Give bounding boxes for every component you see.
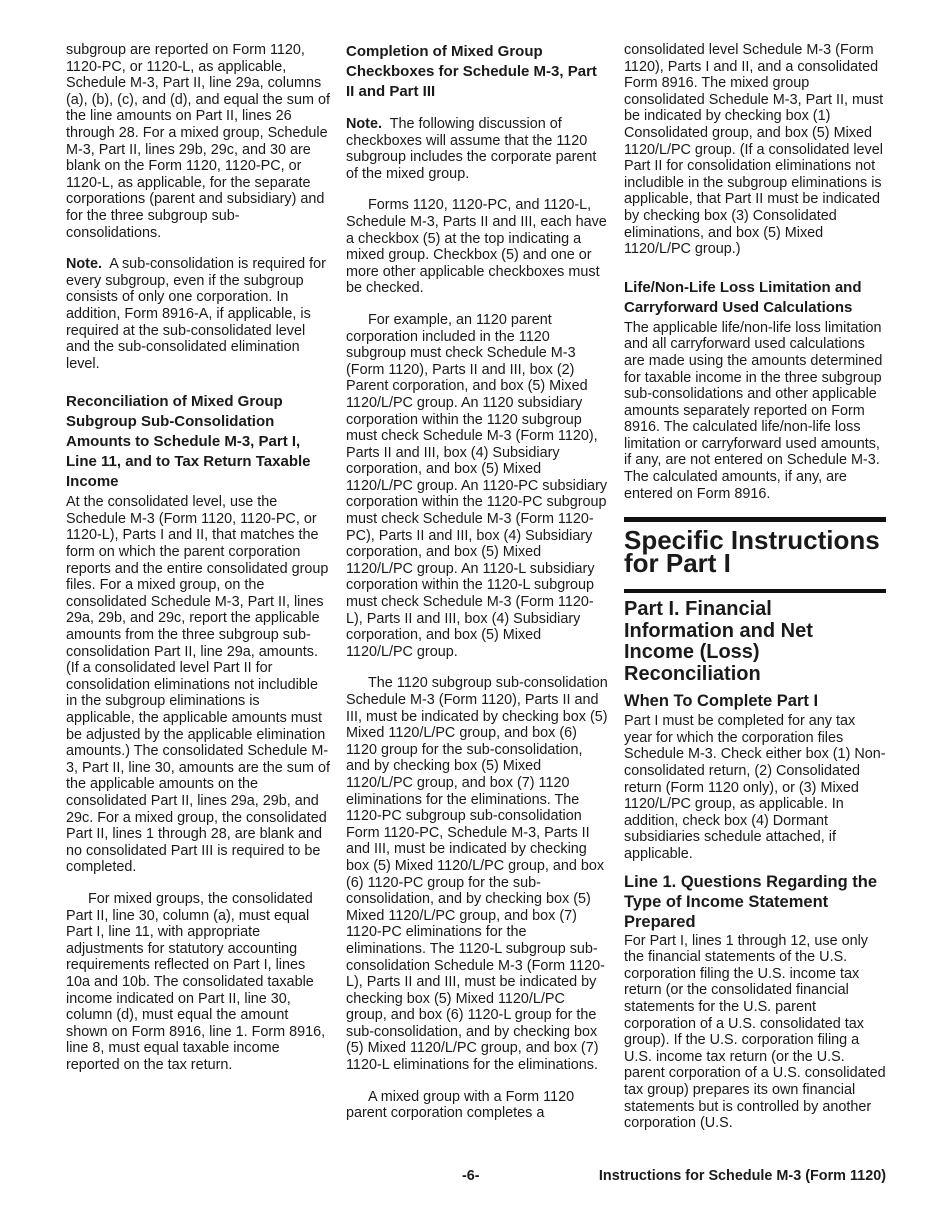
column-middle: [346, 42, 608, 1137]
footer-title: Instructions for Schedule M-3 (Form 1120): [598, 1168, 886, 1184]
paragraph: Part I must be completed for any tax year for which the corporation files Schedule M-3. Check either box (1) Non-consolidated return, (2) Consolidated return (Form 1120 only), or (3) Mixed 1120/L/PC group, as applicable. In addition, check box (4) Dormant subsidiaries schedule attached, if applicable.: [624, 713, 886, 862]
note-paragraph: [66, 256, 330, 372]
paragraph: Forms 1120, 1120-PC, and 1120-L, Schedule M-3, Parts II and III, each have a checkbox (5) at the top indicating a mixed group. Checkbox (5) and one or more other applicable checkboxes must be checked.: [346, 197, 607, 297]
section-heading-life-nonlife: Life/Non-Life Loss Limitation and Carryforward Used Calculations: [624, 278, 862, 316]
subheading-line-1: Line 1. Questions Regarding the Type of Income Statement Prepared: [624, 872, 878, 931]
paragraph: For Part I, lines 1 through 12, use only the financial statements of the U.S. corporation filing the U.S. income tax return (or the consolidated financial statements for the U.S. parent corporation of a U.S. consolidated tax group). If the U.S. corporation filing a U.S. income tax return (or the U.S. parent corporation of a U.S. consolidated tax group) prepares its own financial statements but is controlled by another corporation (U.S.: [624, 932, 886, 1132]
note-text: A sub-consolidation is required for every subgroup, even if the subgroup consists of only one corporation. In addition, Form 8916-A, if applicable, is required at the sub-consolidated level and the sub-consolidated elimination level.: [66, 256, 326, 372]
paragraph: consolidated level Schedule M-3 (Form 1120), Parts I and II, and a consolidated Form 8916. The mixed group consolidated Schedule M-3, Part II, must be indicated by checking box (1) Consolidated group, and box (5) Mixed 1120/L/PC group. (If a consolidated level Part II for consolidation eliminations not includible in the subgroup eliminations is applicable, that Part II must be indicated by checking box (3) Consolidated eliminations, and box (5) Mixed 1120/L/PC group.): [624, 42, 884, 258]
paragraph: For mixed groups, the consolidated Part II, line 30, column (a), must equal Part I, line 11, with appropriate adjustments for statutory accounting requirements reflected on Part I, lines 10a and 10b. The consolidated taxable income indicated on Part II, line 30, column (d), must equal the amount shown on Form 8916, line 1. Form 8916, line 8, must equal taxable income reported on the tax return.: [66, 890, 326, 1073]
paragraph: The 1120 subgroup sub-consolidation Schedule M-3 (Form 1120), Parts II and III, must be indicated by checking box (5) Mixed 1120/L/PC group, and box (6) 1120 group for the sub-consolidation, and by checking box (5) Mixed 1120/L/PC group, and box (7) 1120 eliminations for the eliminations. The 1120-PC subgroup sub-consolidation Form 1120-PC, Schedule M-3, Parts II and III, must be indicated by checking box (5) Mixed 1120/L/PC group, and box (6) 1120-PC group for the sub-consolidation, and by checking box (5) Mixed 1120/L/PC group, and box (7) 1120-PC eliminations for the eliminations. The 1120-L subgroup sub-consolidation Schedule M-3 (Form 1120-L), Parts II and III, must be indicated by checking box (5) Mixed 1120/L/PC group, and box (6) 1120-L group for the sub-consolidation, and by checking box (5) Mixed 1120/L/PC group, and box (7) 1120-L eliminations for the eliminations.: [346, 675, 608, 1074]
paragraph: The applicable life/non-life loss limitation and all carryforward used calculations are made using the amounts determined for taxable income in the three subgroup sub-consolidations and other applicable amounts separately reported on Form 8916. The calculated life/non-life loss limitation or carryforward used amounts, if any, are not entered on Schedule M-3. The calculated amounts, if any, are entered on Form 8916.: [624, 319, 883, 502]
note-text: The following discussion of checkboxes will assume that the 1120 subgroup includes the corporate parent of the mixed group.: [346, 116, 597, 182]
column-right: [624, 42, 886, 1147]
note-paragraph: [346, 116, 608, 182]
note-label: Note.: [66, 256, 102, 273]
page-number: -6-: [462, 1168, 480, 1184]
paragraph: A mixed group with a Form 1120 parent corporation completes a: [346, 1088, 575, 1122]
section-title-specific-instructions: Specific Instructions for Part I: [624, 525, 880, 579]
section-heading-completion: Completion of Mixed Group Checkboxes for Schedule M-3, Part II and Part III: [346, 43, 597, 100]
subheading-when-to-complete: When To Complete Part I: [624, 692, 819, 711]
part-heading: Part I. Financial Information and Net Income (Loss) Reconciliation: [624, 598, 813, 685]
paragraph: subgroup are reported on Form 1120, 1120-PC, or 1120-L, as applicable, Schedule M-3, Part II, line 29a, columns (a), (b), (c), and (d), and equal the sum of the line amounts on Part II, lines 26 through 28. For a mixed group, Schedule M-3, Part II, lines 29b, 29c, and 30 are blank on the Form 1120, 1120-PC, or 1120-L, as applicable, for the separate corporations (parent and subsidiary) and for the three subgroup sub-consolidations.: [66, 42, 330, 241]
column-left: [66, 42, 330, 1088]
note-label: Note.: [346, 116, 382, 132]
heading-rule: [624, 517, 886, 522]
section-heading-reconciliation: Reconciliation of Mixed Group Subgroup Sub-Consolidation Amounts to Schedule M-3, Part I, Line 11, and to Tax Return Taxable Income: [66, 393, 311, 491]
paragraph: For example, an 1120 parent corporation included in the 1120 subgroup must check Schedule M-3 (Form 1120), Parts II and III, box (2) Parent corporation, and box (5) Mixed 1120/L/PC group. An 1120 subsidiary corporation within the 1120 subgroup must check Schedule M-3 (Form 1120), Parts II and III, box (4) Subsidiary corporation, and box (5) Mixed 1120/L/PC group. An 1120-PC subsidiary corporation within the 1120-PC subgroup must check Schedule M-3 (Form 1120-PC), Parts II and III, box (4) Subsidiary corporation, and box (5) Mixed 1120/L/PC group. An 1120-L subsidiary corporation within the 1120-L subgroup must check Schedule M-3 (Form 1120-L), Parts II and III, box (4) Subsidiary corporation, and box (5) Mixed 1120/L/PC group.: [346, 311, 608, 660]
paragraph: At the consolidated level, use the Schedule M-3 (Form 1120, 1120-PC, or 1120-L), Parts I and II, that matches the form on which the parent corporation reports and the entire consolidated group files. For a mixed group, on the consolidated Schedule M-3, Part II, lines 29a, 29b, and 29c, report the applicable amounts from the three subgroup sub-consolidation Part II, line 29a, amounts. (If a consolidated level Part II for consolidation eliminations not includible in the subgroup eliminations is applicable, the applicable amounts must be adjusted by the applicable elimination amounts.) The consolidated Schedule M-3, Part II, line 30, amounts are the sum of the applicable amounts on the consolidated Part II, lines 29a, 29b, and 29c. For a mixed group, the consolidated Part II, lines 1 through 28, are blank and no consolidated Part III is required to be completed.: [66, 494, 330, 876]
heading-rule: [624, 589, 886, 593]
